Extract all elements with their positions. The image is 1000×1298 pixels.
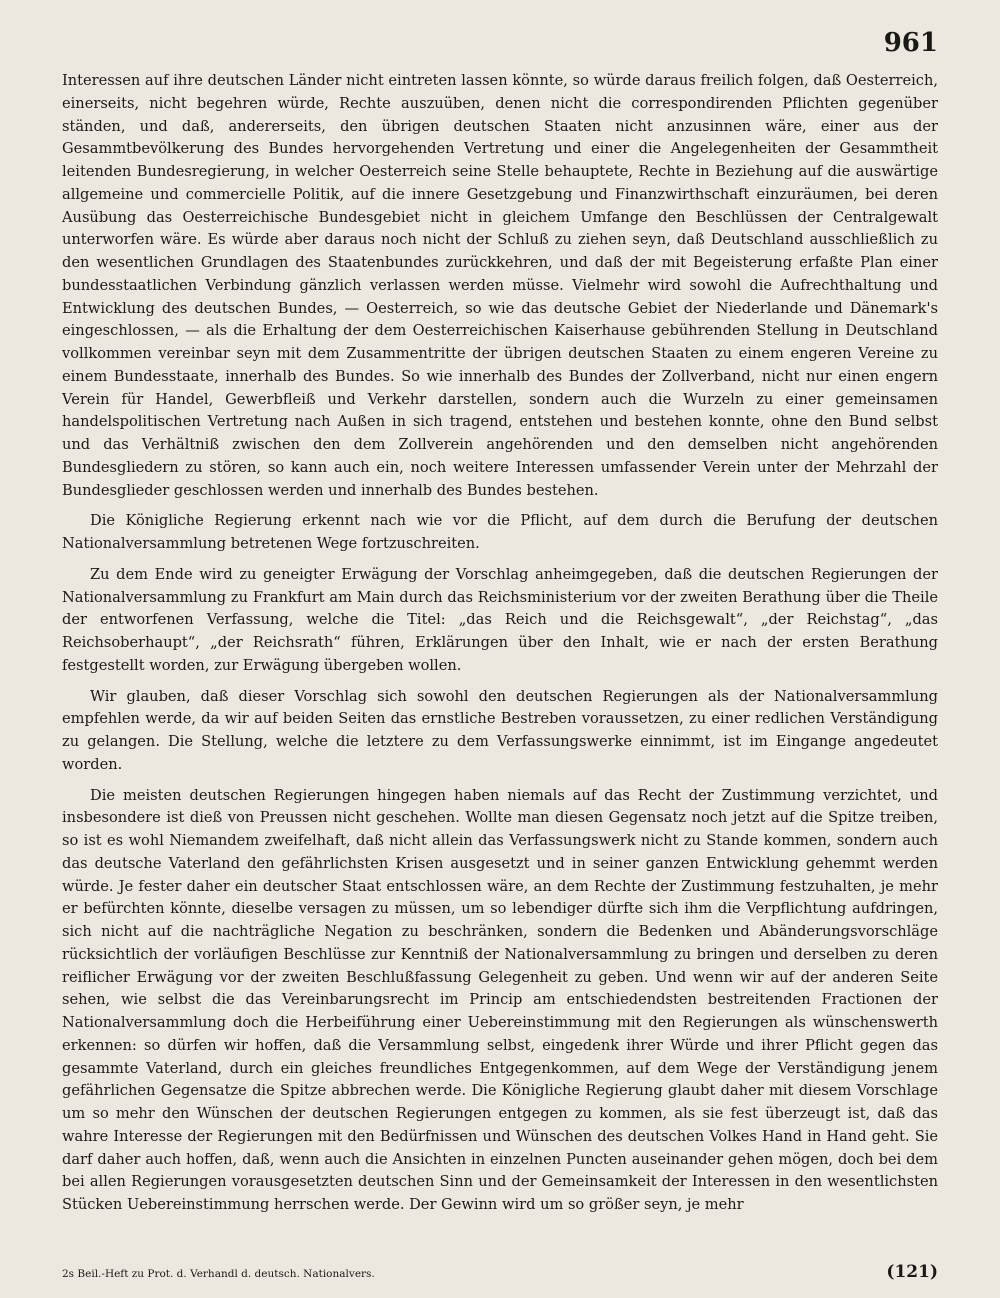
footer-signature-mark: (121) (886, 1262, 938, 1282)
paragraph-2: Die Königliche Regierung erkennt nach wie vor die Pflicht, auf dem durch die Berufung der deutschen Nationalversammlung betretenen Wege fortzuschreiten. (62, 512, 938, 552)
paragraph-4: Wir glauben, daß dieser Vorschlag sich sowohl den deutschen Regierungen als der Nationalversammlung empfehlen werde, da wir auf beiden Seiten das ernstliche Bestreben voraussetzen, zu einer redlichen Verständigung zu gelangen. Die Stellung, welche die letztere zu dem Verfassungswerke einnimmt, ist im Eingange angedeutet worden. (62, 687, 938, 773)
body-text (62, 70, 938, 1217)
paragraph-3: Zu dem Ende wird zu geneigter Erwägung der Vorschlag anheimgegeben, daß die deutschen Regierungen der Nationalversammlung zu Frankfurt am Main durch das Reichsministerium vor der zweiten Berathung über die Theile der entworfenen Verfassung, welche die Titel: „das Reich und die Reichsgewalt“, „der Reichstag“, „das Reichsoberhaupt“, „der Reichsrath“ führen, Erklärungen über den Inhalt, wie er nach der ersten Berathung festgestellt worden, zur Erwägung übergeben wollen. (62, 565, 938, 674)
paragraph-1: Interessen auf ihre deutschen Länder nicht eintreten lassen könnte, so würde daraus freilich folgen, daß Oesterreich, einerseits, nicht begehren würde, Rechte auszuüben, denen nicht die correspondirenden Pflichten gegenüber ständen, und daß, andererseits, den übrigen deutschen Staaten nicht anzusinnen wäre, einer aus der Gesammtbevölkerung des Bundes hervorgehenden Vertretung und einer die Angelegenheiten der Gesammtheit leitenden Bundesregierung, in welcher Oesterreich seine Stelle behauptete, Rechte in Beziehung auf die auswärtige allgemeine und commercielle Politik, auf die innere Gesetzgebung und Finanzwirthschaft einzuräumen, bei deren Ausübung das Oesterreichische Bundesgebiet nicht in gleichem Umfange den Beschlüssen der Centralgewalt unterworfen wäre. Es würde aber daraus noch nicht der Schluß zu ziehen seyn, daß Deutschland ausschließlich zu den wesentlichen Grundlagen des Staatenbundes zurückkehren, und daß der mit Begeisterung erfaßte Plan einer bundesstaatlichen Verbindung gänzlich verlassen werden müsse. Vielmehr wird sowohl die Aufrechthaltung und Entwicklung des deutschen Bundes, — Oesterreich, so wie das deutsche Gebiet der Niederlande und Dänemark's eingeschlossen, — als die Erhaltung der dem Oesterreichischen Kaiserhause gebührenden Stellung in Deutschland vollkommen vereinbar seyn mit dem Zusammentritte der übrigen deutschen Staaten zu einem engeren Vereine zu einem Bundesstaate, innerhalb des Bundes. So wie innerhalb des Bundes der Zollverband, nicht nur einen engern Verein für Handel, Gewerbfleiß und Verkehr darstellen, sondern auch die Wurzeln zu einer gemeinsamen handelspolitischen Vertretung nach Außen in sich tragend, entstehen und bestehen konnte, ohne den Bund selbst und das Verhältniß zwischen den dem Zollverein angehörenden und den demselben nicht angehörenden Bundesgliedern zu stören, so kann auch ein, noch weitere Interessen umfassender Verein unter der Mehrzahl der Bundesglieder geschlossen werden und innerhalb des Bundes bestehen. (62, 72, 938, 499)
paragraph-5: Die meisten deutschen Regierungen hingegen haben niemals auf das Recht der Zustimmung verzichtet, und insbesondere ist dieß von Preussen nicht geschehen. Wollte man diesen Gegensatz noch jetzt auf die Spitze treiben, so ist es wohl Niemandem zweifelhaft, daß nicht allein das Verfassungswerk nicht zu Stande kommen, sondern auch das deutsche Vaterland den gefährlichsten Krisen ausgesetzt und in seiner ganzen Entwicklung gehemmt werden würde. Je fester daher ein deutscher Staat entschlossen wäre, an dem Rechte der Zustimmung festzuhalten, je mehr er befürchten könnte, dieselbe versagen zu müssen, um so lebendiger dürfte sich ihm die Verpflichtung aufdringen, sich nicht auf die nachträgliche Negation zu beschränken, sondern die Bedenken und Abänderungsvorschläge rücksichtlich der vorläufigen Beschlüsse zur Kenntniß der Nationalversammlung zu bringen und derselben zu deren reiflicher Erwägung vor der zweiten Beschlußfassung Gelegenheit zu geben. Und wenn wir auf der anderen Seite sehen, wie selbst die das Vereinbarungsrecht im Princip am entschiedendsten bestreitenden Fractionen der Nationalversammlung doch die Herbeiführung einer Uebereinstimmung mit den Regierungen als wünschenswerth erkennen: so dürfen wir hoffen, daß die Versammlung selbst, eingedenk ihrer Würde und ihrer Pflicht gegen das gesammte Vaterland, durch ein gleiches freundliches Entgegenkommen, auf dem Wege der Verständigung jenem gefährlichen Gegensatze die Spitze abbrechen werde. Die Königliche Regierung glaubt daher mit diesem Vorschlage um so mehr den Wünschen der deutschen Regierungen entgegen zu kommen, als sie fest überzeugt ist, daß das wahre Interesse der Regierungen mit den Bedürfnissen und Wünschen des deutschen Volkes Hand in Hand geht. Sie darf daher auch hoffen, daß, wenn auch die Ansichten in einzelnen Puncten auseinander gehen mögen, doch bei dem bei allen Regierungen vorausgesetzten deutschen Sinn und der Gemeinsamkeit der Interessen in den wesentlichsten Stücken Uebereinstimmung herrschen werde. Der Gewinn wird um so größer seyn, je mehr (62, 786, 938, 1213)
footer-source-note: 2s Beil.-Heft zu Prot. d. Verhandl d. deutsch. Nationalvers. (62, 1268, 375, 1280)
page-number: 961 (883, 28, 938, 58)
